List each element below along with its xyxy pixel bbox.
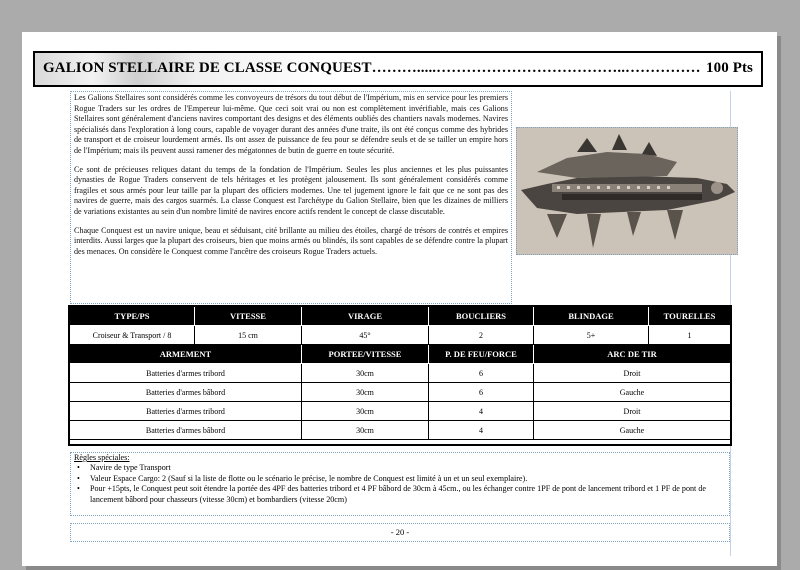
- stat-header: VIRAGE: [302, 307, 429, 326]
- weapon-arc: Droit: [534, 364, 731, 383]
- intro-paragraph-1: Les Galions Stellaires sont considérés comme les convoyeurs de trésors du tout début de l'Impérium, mis en service pour les premiers Rogue Traders sur les ordres de l'Empereur lui-même. Que ceci soit vrai ou non est complètement invérifiable, mais ces Galions Stellaires sont généralement d'anciens navires comportant des designs et des éléments oubliés des chantiers navals modernes. Navires spécialisés dans l'exploration à long cours, capable de voyager durant des années d'une traite, ils ont été conçus comme des hybrides de transport et de croiseur lourdement armés. Ils ont assez de puissance de feu pour se défendre seuls et de se tailler un empire hors de l'Impérium; mais ils peuvent aussi ramener des mégatonnes de butin de guerre en toute sécurité.: [74, 93, 508, 155]
- title-leader-dots: ……….....………………………………..……………: [371, 60, 701, 76]
- stat-header: VITESSE: [195, 307, 302, 326]
- stat-value: 45°: [302, 326, 429, 345]
- weapon-name: Batteries d'armes tribord: [70, 402, 302, 421]
- special-rules: [70, 452, 730, 516]
- list-item: • Pour +15pts, le Conquest peut soit étendre la portée des 4PF des batteries tribord et 4 PF bâbord de 30cm à 45cm., ou les échanger contre 1PF de pont de lancement tribord et 1 PF de pont de lancement bâbord pour chasseurs (vitesse 30cm) et bombardiers (vitesse 20cm): [90, 484, 726, 505]
- intro-paragraph-2: Ce sont de précieuses reliques datant du temps de la fondation de l'Impérium. Seules les plus anciennes et les plus puissantes dynasties de Rogue Traders conservent de tels héritages et les protègent jalousement. Ils sont généralement considérés comme fragiles et sous armés pour leur taille par la plupart des officiers modernes. Une tel jugement ignore le fait que ce ne sont pas des navires de guerre, mais des cargos suarmés. La classe Conquest est l'archétype du Galion Stellaire, bien que les dizaines de milliers de variations existantes au sein d'un nombre limité de navires encore actifs rendent le concept de classe discutable.: [74, 164, 508, 216]
- weapon-firepower: 6: [429, 383, 534, 402]
- stat-value: 1: [649, 326, 731, 345]
- weapon-arc: Gauche: [534, 383, 731, 402]
- intro-paragraph-3: Chaque Conquest est un navire unique, beau et séduisant, cité brillante au milieu des étoiles, chargé de trésors de contrés et empires interdits. Aussi larges que la plupart des croiseurs, bien que moins armés ou blindés, ils sont capables de se défendre contre la plupart des menaces. On considère le Conquest comme l'ancêtre des croiseurs Rogue Traders actuels.: [74, 225, 508, 256]
- stat-value: Croiseur & Transport / 8: [70, 326, 195, 345]
- page-number: - 20 -: [70, 523, 730, 542]
- stat-header: TOURELLES: [649, 307, 731, 326]
- stat-header: BOUCLIERS: [429, 307, 534, 326]
- stat-value: 2: [429, 326, 534, 345]
- table-row: [70, 383, 731, 402]
- stat-value: 15 cm: [195, 326, 302, 345]
- weapon-range: 30cm: [302, 383, 429, 402]
- starship-icon: [517, 128, 738, 255]
- weapon-range: 30cm: [302, 421, 429, 440]
- weapon-name: Batteries d'armes bâbord: [70, 421, 302, 440]
- weapon-firepower: 4: [429, 402, 534, 421]
- weapon-name: Batteries d'armes tribord: [70, 364, 302, 383]
- list-item: • Navire de type Transport: [90, 463, 726, 473]
- weapon-range: 30cm: [302, 364, 429, 383]
- weapon-header: PORTEE/VITESSE: [302, 345, 429, 364]
- intro-text: [70, 91, 512, 304]
- stat-header: BLINDAGE: [534, 307, 649, 326]
- title-banner: [33, 51, 763, 87]
- page-title: [43, 60, 753, 77]
- stat-header: TYPE/PS: [70, 307, 195, 326]
- weapon-firepower: 4: [429, 421, 534, 440]
- weapon-header: ARMEMENT: [70, 345, 302, 364]
- stat-value: 5+: [534, 326, 649, 345]
- weapon-header: P. DE FEU/FORCE: [429, 345, 534, 364]
- weapon-arc: Gauche: [534, 421, 731, 440]
- weapon-arc: Droit: [534, 402, 731, 421]
- list-item: • Valeur Espace Cargo: 2 (Sauf si la liste de flotte ou le scénario le précise, le nombre de Conquest est limité à un et un seul exemplaire).: [90, 474, 726, 484]
- weapon-firepower: 6: [429, 364, 534, 383]
- weapon-name: Batteries d'armes bâbord: [70, 383, 302, 402]
- table-row: [70, 421, 731, 440]
- table-row: [70, 364, 731, 383]
- weapon-range: 30cm: [302, 402, 429, 421]
- table-row: [70, 402, 731, 421]
- rules-header: Règles spéciales:: [74, 453, 130, 462]
- weapon-header: ARC DE TIR: [534, 345, 731, 364]
- points-cost: 100 Pts: [706, 60, 753, 76]
- ship-illustration: [516, 127, 738, 255]
- ship-profile-table: [69, 306, 731, 440]
- ship-name: GALION STELLAIRE DE CLASSE CONQUEST: [43, 60, 372, 76]
